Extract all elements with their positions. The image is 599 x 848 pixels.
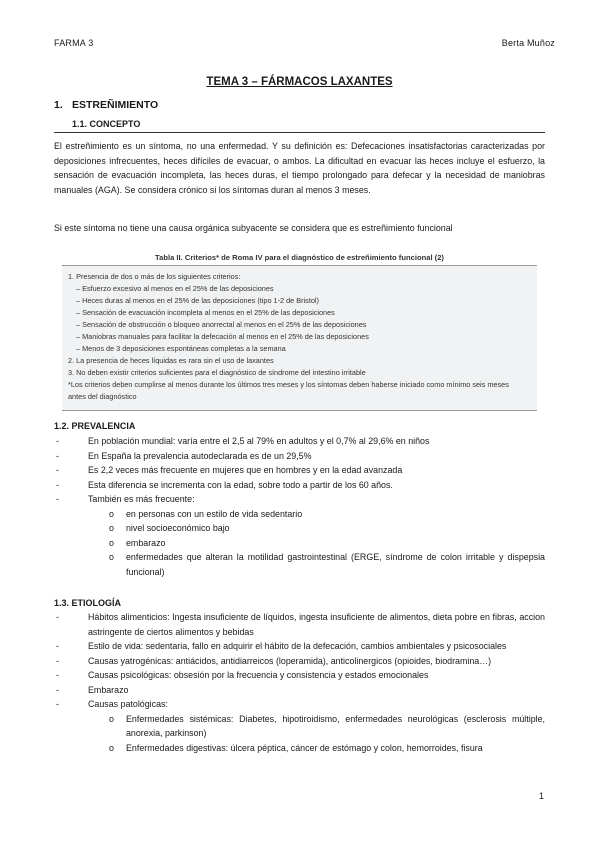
subsection-heading-prevalencia: 1.2. PREVALENCIA: [54, 421, 136, 431]
table-line: 3. No deben existir criterios suficientes para el diagnóstico de síndrome del intestino irritable: [68, 368, 366, 377]
list-item: - También es más frecuente:: [56, 494, 195, 504]
rome-iv-criteria-table: [62, 265, 537, 411]
sub-list-item: o Enfermedades sistémicas: Diabetes, hipotiroidismo, enfermedades neurológicas (esclerosis múltiple, anorexia, parkinson): [109, 713, 545, 738]
section-number: 1.: [54, 99, 63, 111]
table-footnote: antes del diagnóstico: [68, 392, 137, 401]
list-item: - En España la prevalencia autodeclarada es de un 29,5%: [56, 450, 312, 461]
sub-list-item: o Enfermedades digestivas: úlcera péptica, cáncer de estómago y colon, hemorroides, fisura: [109, 742, 483, 753]
document-title: TEMA 3 – FÁRMACOS LAXANTES: [206, 76, 393, 88]
table-line: 2. La presencia de heces líquidas es rara sin el uso de laxantes: [68, 356, 274, 365]
table-line: 1. Presencia de dos o más de los siguientes criterios:: [68, 272, 241, 281]
list-item: - Causas patológicas:: [56, 699, 168, 709]
subsection-heading-etiologia: 1.3. ETIOLOGÍA: [54, 598, 122, 608]
concepto-paragraph: El estreñimiento es un síntoma, no una enfermedad. Y su definición es: Defecaciones insatisfactorias caracterizadas por deposiciones infrecuentes, heces difíciles de evacuar, o ambos. La dificultad en evacuar las heces incluye el esfuerzo, la sensación de evacuación incompleta, las heces duras, el tiempo prolongado para defecar y la necesidad de maniobras manuales (AGA). Se considera crónico si los síntomas duran al menos 3 meses.: [54, 141, 545, 195]
table-footnote: *Los criterios deben cumplirse al menos durante los últimos tres meses y los síntomas deben haberse iniciado como mínimo seis meses: [68, 380, 509, 389]
table-line: – Heces duras al menos en el 25% de las deposiciones (tipo 1-2 de Bristol): [76, 296, 319, 305]
etiologia-list: [54, 610, 545, 755]
section-label: ESTREÑIMIENTO: [72, 99, 159, 111]
table-caption: Tabla II. Criterios* de Roma IV para el diagnóstico de estreñimiento funcional (2): [155, 253, 444, 262]
list-item: - En población mundial: varía entre el 2,5 al 79% en adultos y el 0,7% al 29,6% en niños: [56, 436, 430, 446]
header-course: FARMA 3: [54, 38, 94, 48]
sub-list-item: o en personas con un estilo de vida sedentario: [109, 508, 303, 519]
sub-list-item: o nivel socioeconómico bajo: [109, 523, 230, 533]
prevalencia-list: [54, 434, 545, 579]
list-item: - Embarazo: [56, 684, 129, 695]
concepto-note: Si este síntoma no tiene una causa orgánica subyacente se considera que es estreñimiento funcional: [54, 223, 453, 233]
list-item: - Es 2,2 veces más frecuente en mujeres que en hombres y en la edad avanzada: [56, 465, 403, 475]
table-line: – Esfuerzo excesivo al menos en el 25% de las deposiciones: [76, 284, 274, 293]
subsection-label: 1.1. CONCEPTO: [72, 119, 141, 129]
sub-list-item: o enfermedades que alteran la motilidad gastrointestinal (ERGE, síndrome de colon irritable y dispepsia funcional): [109, 552, 545, 577]
table-line: – Menos de 3 deposiciones espontáneas completas a la semana: [76, 344, 286, 353]
table-line: – Sensación de obstrucción o bloqueo anorrectal al menos en el 25% de las deposiciones: [76, 320, 367, 329]
section-heading-estrenimiento: [54, 99, 554, 111]
list-item: - Estilo de vida: sedentaria, fallo en adquirir el hábito de la defecación, cambios ambientales y psicosociales: [56, 641, 507, 651]
page-number: 1: [538, 791, 544, 801]
header-author: Berta Muñoz: [501, 38, 555, 48]
list-item: - Esta diferencia se incrementa con la edad, sobre todo a partir de los 60 años.: [56, 479, 393, 490]
table-line: – Sensación de evacuación incompleta al menos en el 25% de las deposiciones: [76, 308, 335, 317]
table-line: – Maniobras manuales para facilitar la defecación al menos en el 25% de las deposiciones: [76, 332, 369, 341]
list-item: - Causas psicológicas: obsesión por la frecuencia y consistencia y estados emocionales: [56, 670, 429, 680]
sub-list-item: o embarazo: [109, 537, 166, 548]
list-item: - Hábitos alimenticios: Ingesta insuficiente de líquidos, ingesta insuficiente de alimentos, dieta pobre en fibras, accion astringente de ciertos alimentos y bebidas: [56, 612, 545, 637]
subsection-heading-concepto: [54, 119, 545, 133]
list-item: - Causas yatrogénicas: antiácidos, antidiarreicos (loperamida), anticolinergicos (opioides, biodramina…): [56, 655, 492, 666]
